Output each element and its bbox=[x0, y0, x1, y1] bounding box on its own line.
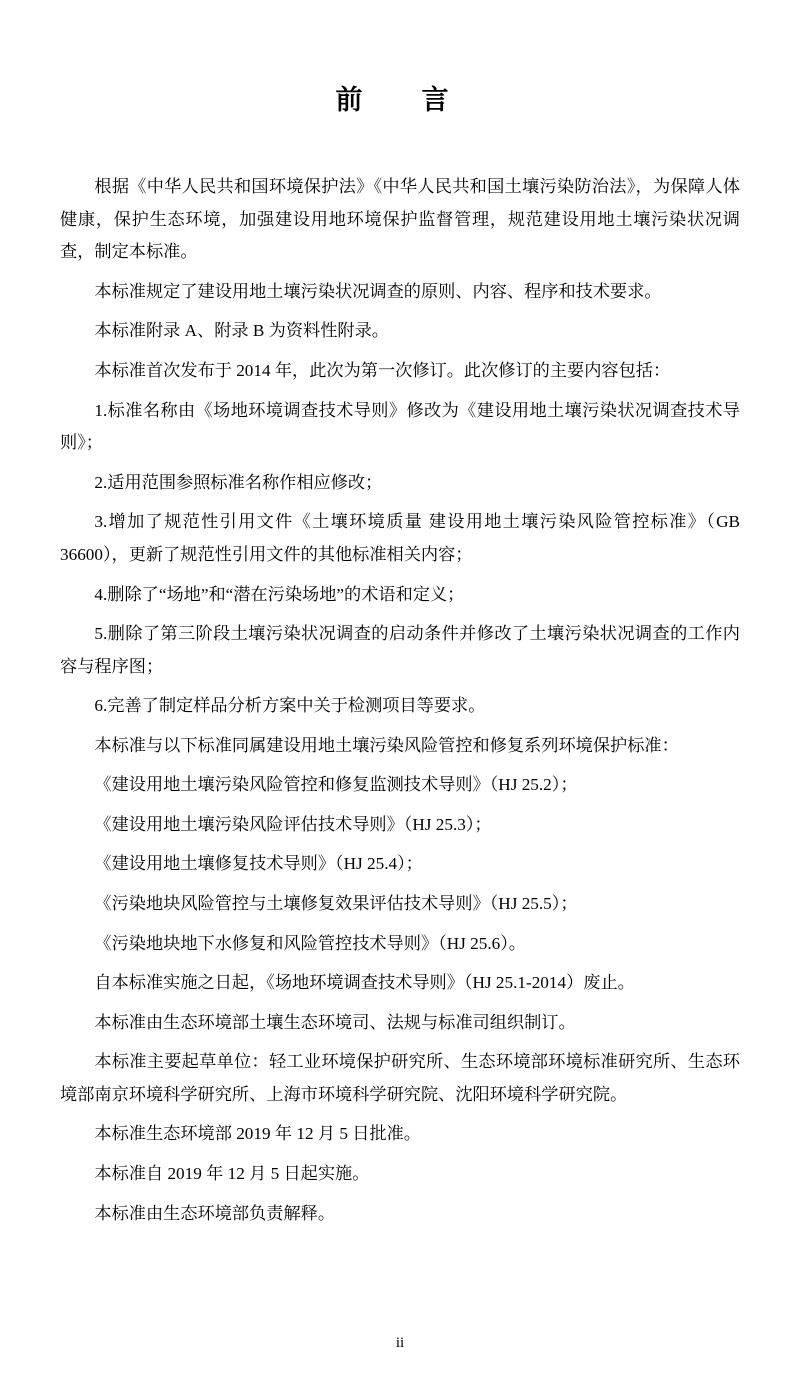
paragraph: 本标准自 2019 年 12 月 5 日起实施。 bbox=[94, 1163, 370, 1183]
paragraph: 自本标准实施之日起，《场地环境调查技术导则》（HJ 25.1-2014）废止。 bbox=[94, 973, 635, 993]
foreword-body bbox=[60, 171, 740, 1230]
paragraph: 4.删除了“场地”和“潜在污染场地”的术语和定义； bbox=[94, 584, 465, 604]
page-number: ii bbox=[395, 1335, 405, 1351]
paragraph: 根据《中华人民共和国环境保护法》《中华人民共和国土壤污染防治法》，为保障人体健康，保护生态环境，加强建设用地环境保护监督管理，规范建设用地土壤污染状况调查，制定本标准。 bbox=[60, 177, 740, 262]
paragraph: 6.完善了制定样品分析方案中关于检测项目等要求。 bbox=[94, 696, 486, 716]
paragraph: 本标准由生态环境部负责解释。 bbox=[94, 1203, 336, 1223]
paragraph: 1.标准名称由《场地环境调查技术导则》修改为《建设用地土壤污染状况调查技术导则》； bbox=[60, 400, 740, 453]
paragraph: 本标准与以下标准同属建设用地土壤污染风险管控和修复系列环境保护标准： bbox=[94, 735, 679, 755]
paragraph: 3.增加了规范性引用文件《土壤环境质量 建设用地土壤污染风险管控标准》（GB 36600），更新了规范性引用文件的其他标准相关内容； bbox=[60, 512, 740, 564]
paragraph: 本标准附录 A、附录 B 为资料性附录。 bbox=[94, 321, 389, 341]
paragraph: 《建设用地土壤修复技术导则》（HJ 25.4）； bbox=[94, 854, 423, 874]
paragraph: 5.删除了第三阶段土壤污染状况调查的启动条件并修改了土壤污染状况调查的工作内容与程序图； bbox=[60, 624, 740, 676]
paragraph: 《污染地块风险管控与土壤修复效果评估技术导则》（HJ 25.5）； bbox=[94, 894, 578, 914]
paragraph: 本标准生态环境部 2019 年 12 月 5 日批准。 bbox=[94, 1124, 421, 1144]
paragraph: 本标准首次发布于 2014 年，此次为第一次修订。此次修订的主要内容包括： bbox=[94, 360, 671, 380]
paragraph: 本标准规定了建设用地土壤污染状况调查的原则、内容、程序和技术要求。 bbox=[94, 281, 662, 301]
paragraph: 本标准主要起草单位：轻工业环境保护研究所、生态环境部环境标准研究所、生态环境部南京环境科学研究所、上海市环境科学研究院、沈阳环境科学研究院。 bbox=[60, 1052, 740, 1104]
paragraph: 《建设用地土壤污染风险管控和修复监测技术导则》（HJ 25.2）； bbox=[94, 775, 578, 795]
page-title: 前 言 bbox=[335, 85, 465, 115]
paragraph: 本标准由生态环境部土壤生态环境司、法规与标准司组织制订。 bbox=[94, 1012, 576, 1032]
paragraph: 2.适用范围参照标准名称作相应修改； bbox=[94, 472, 383, 492]
paragraph: 《建设用地土壤污染风险评估技术导则》（HJ 25.3）； bbox=[94, 814, 492, 834]
paragraph: 《污染地块地下水修复和风险管控技术导则》（HJ 25.6）。 bbox=[94, 933, 526, 953]
